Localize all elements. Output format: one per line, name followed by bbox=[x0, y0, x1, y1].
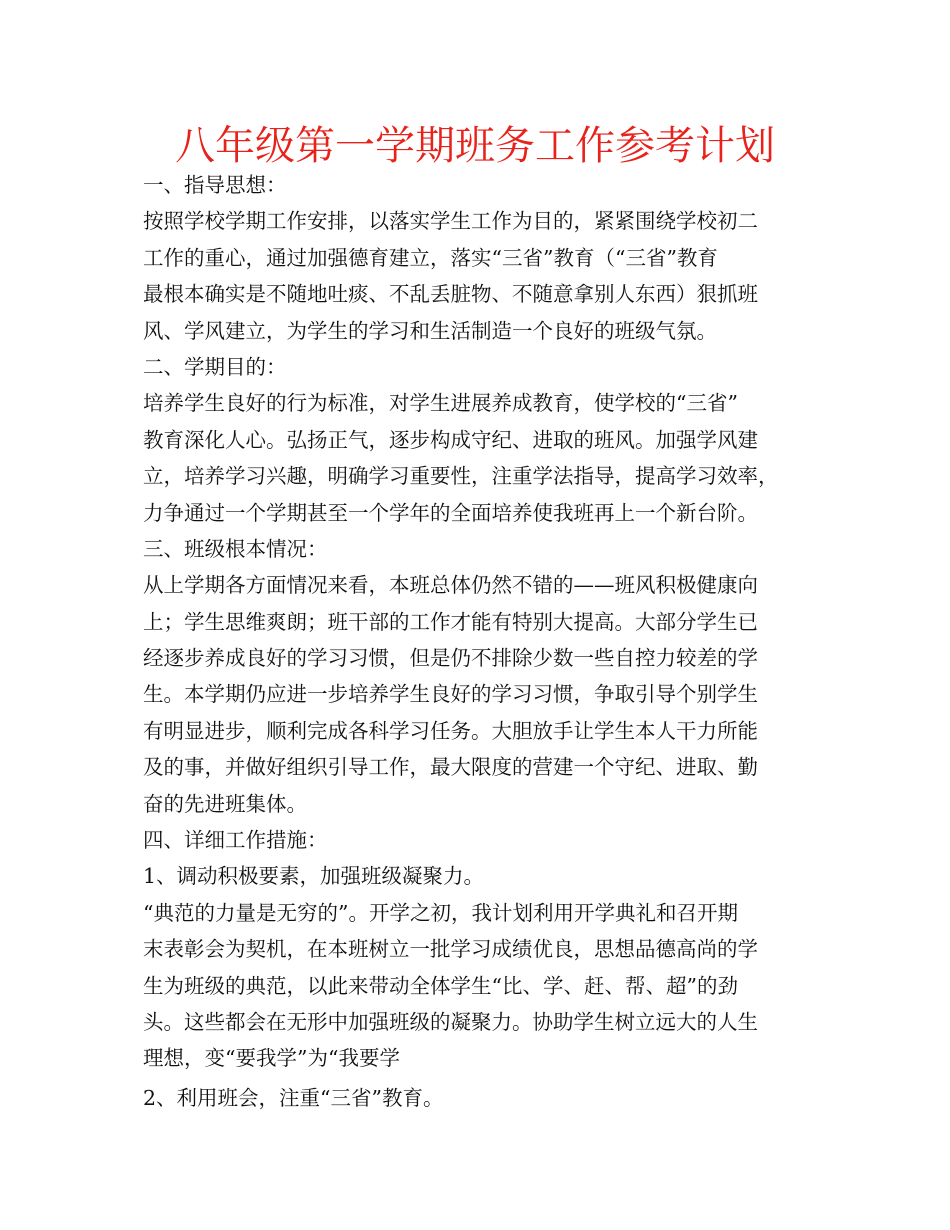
paragraph-line: 生。本学期仍应进一步培养学生良好的学习习惯，争取引导个别学生 bbox=[143, 682, 758, 707]
paragraph-line: 最根本确实是不随地吐痰、不乱丢脏物、不随意拿别人东西）狠抓班 bbox=[143, 282, 758, 307]
paragraph-line: 从上学期各方面情况来看，本班总体仍然不错的——班风积极健康向 bbox=[143, 573, 758, 598]
paragraph-line: 生为班级的典范，以此来带动全体学生“比、学、赶、帮、超”的劲 bbox=[143, 973, 738, 998]
subheading-measure-2: 2、利用班会，注重“三省”教育。 bbox=[143, 1085, 444, 1110]
paragraph-line: 末表彰会为契机，在本班树立一批学习成绩优良，思想品德高尚的学 bbox=[143, 937, 758, 962]
paragraph-line: 奋的先进班集体。 bbox=[143, 791, 307, 816]
paragraph-line: 上；学生思维爽朗；班干部的工作才能有特别大提高。大部分学生已 bbox=[143, 609, 758, 634]
paragraph-line: 培养学生良好的行为标准，对学生进展养成教育，使学校的“三省” bbox=[143, 391, 738, 416]
paragraph-line: 按照学校学期工作安排，以落实学生工作为目的，紧紧围绕学校初二 bbox=[143, 209, 758, 234]
paragraph-line: 立，培养学习兴趣，明确学习重要性，注重学法指导，提高学习效率， bbox=[143, 464, 779, 489]
paragraph-line: 头。这些都会在无形中加强班级的凝聚力。协助学生树立远大的人生 bbox=[143, 1009, 758, 1034]
paragraph-line: 及的事，并做好组织引导工作，最大限度的营建一个守纪、进取、勤 bbox=[143, 755, 758, 780]
section-heading-guiding-ideology: 一、指导思想： bbox=[143, 173, 287, 197]
section-heading-class-situation: 三、班级根本情况： bbox=[143, 536, 328, 561]
paragraph-line: 经逐步养成良好的学习习惯，但是仍不排除少数一些自控力较差的学 bbox=[143, 646, 758, 671]
paragraph-line: 理想，变“要我学”为“我要学 bbox=[143, 1046, 400, 1071]
paragraph-line: “典范的力量是无穷的”。开学之初，我计划利用开学典礼和召开期 bbox=[143, 900, 738, 925]
section-heading-work-measures: 四、详细工作措施： bbox=[143, 828, 328, 853]
subheading-measure-1: 1、调动积极要素，加强班级凝聚力。 bbox=[143, 864, 485, 889]
section-heading-semester-goals: 二、学期目的： bbox=[143, 354, 287, 379]
paragraph-line: 工作的重心，通过加强德育建立，落实“三省”教育（“三省”教育 bbox=[143, 245, 718, 270]
document-title: 八年级第一学期班务工作参考计划 bbox=[175, 123, 775, 169]
paragraph-line: 有明显进步，顺利完成各科学习任务。大胆放手让学生本人干力所能 bbox=[143, 718, 758, 743]
paragraph-line: 风、学风建立，为学生的学习和生活制造一个良好的班级气氛。 bbox=[143, 318, 717, 343]
paragraph-line: 力争通过一个学期甚至一个学年的全面培养使我班再上一个新台阶。 bbox=[143, 500, 758, 525]
document-body bbox=[143, 167, 823, 1116]
paragraph-line: 教育深化人心。弘扬正气，逐步构成守纪、进取的班风。加强学风建 bbox=[143, 427, 758, 452]
